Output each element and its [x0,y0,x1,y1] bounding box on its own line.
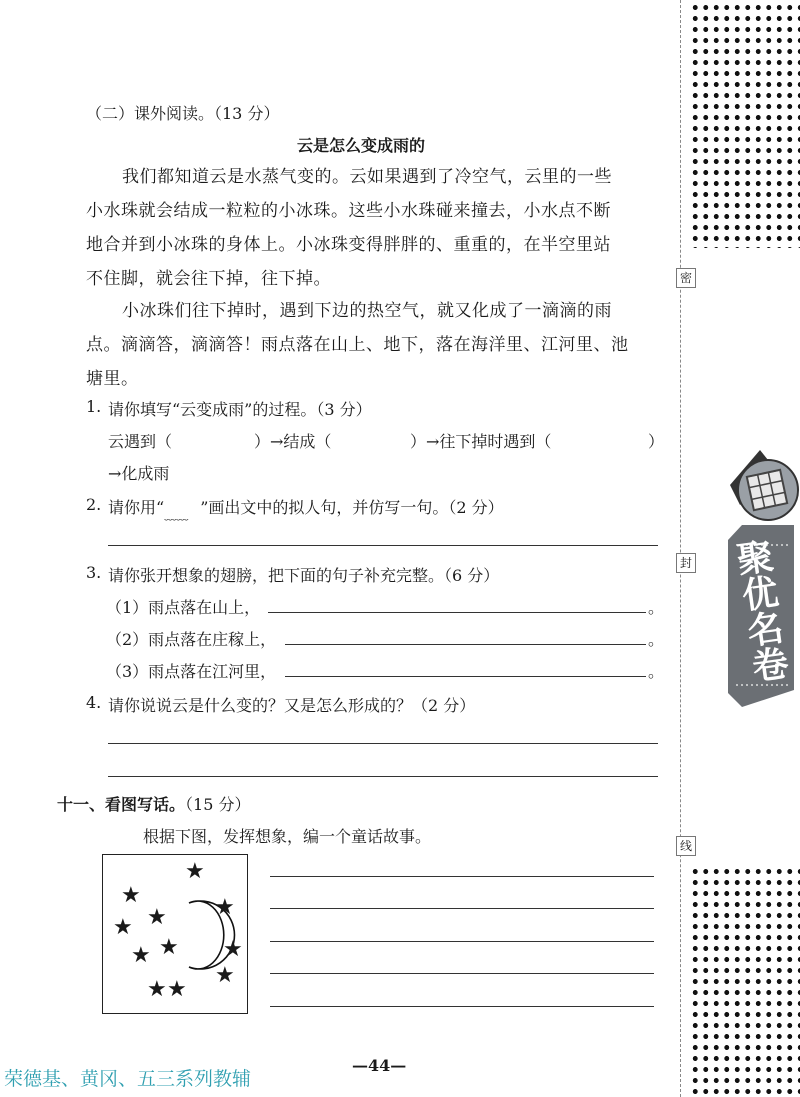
q1-blank-forms: ）→结成（ [254,432,332,451]
q4-number: 4. [86,693,102,712]
star-icon: ★ [215,963,235,988]
star-icon: ★ [147,905,167,930]
q2-text-post: ”画出文中的拟人句，并仿写一句。（2 分） [200,498,504,517]
page-number: —44— [352,1056,407,1075]
binding-dashed-line [680,0,681,1097]
writing-line-1[interactable] [270,876,654,877]
star-icon: ★ [147,977,167,1002]
star-icon: ★ [131,943,151,968]
section-heading: （二）课外阅读。（13 分） [86,104,280,123]
q3-item-3: （3）雨点落在江河里， [106,662,277,681]
footer-publisher: 荣德基、黄冈、五三系列教辅 [4,1068,252,1090]
q3-item-1: （1）雨点落在山上， [106,598,261,617]
q1-text: 请你填写“云变成雨”的过程。（3 分） [108,400,372,419]
section11-prompt: 根据下图，发挥想象，编一个童话故事。 [143,827,432,846]
writing-line-5[interactable] [270,1006,654,1007]
paragraph-line: 地合并到小冰珠的身体上。小冰珠变得胖胖的、重重的，在半空里站 [86,235,611,255]
q1-becomes-rain: →化成雨 [108,464,170,483]
q3-item-2-line[interactable] [285,644,646,645]
star-icon: ★ [215,895,235,920]
star-icon: ★ [223,937,243,962]
star-icon: ★ [167,977,187,1002]
paragraph-line: 我们都知道云是水蒸气变的。云如果遇到了冷空气，云里的一些 [122,167,612,187]
q1-number: 1. [86,397,102,416]
dot-pattern-top [690,2,800,248]
star-icon: ★ [185,859,205,884]
passage-paragraph-2 [86,294,658,396]
paragraph-line: 塘里。 [86,369,139,389]
brand-text: 聚优名卷 [734,536,792,689]
paragraph-line: 小冰珠们往下掉时，遇到下边的热空气，就又化成了一滴滴的雨 [122,301,612,321]
q3-item-2: （2）雨点落在庄稼上， [106,630,277,649]
seal-char-feng: 封 [676,553,696,573]
writing-line-2[interactable] [270,908,654,909]
dot-pattern-bottom [690,866,800,1097]
moon-stars-picture [102,854,248,1014]
q2-text [108,495,504,523]
q3-text: 请你张开想象的翅膀，把下面的句子补充完整。（6 分） [108,566,500,585]
q3-item-3-line[interactable] [285,676,646,677]
q3-number: 3. [86,563,102,582]
seal-char-xian: 线 [676,836,696,856]
q4-answer-line-2[interactable] [108,776,658,777]
brand-logo [720,445,800,715]
section11-score: （15 分） [185,795,251,814]
q3-item-1-line[interactable] [268,612,646,613]
section11-title: 十一、看图写话。 [57,795,186,814]
seal-char-mi: 密 [676,268,696,288]
q2-answer-line[interactable] [108,545,658,546]
writing-line-4[interactable] [270,973,654,974]
paragraph-line: 点。滴滴答，滴滴答！雨点落在山上、地下，落在海洋里、江河里、池 [86,335,629,355]
passage-title: 云是怎么变成雨的 [297,136,426,155]
q2-text-pre: 请你用“ [108,498,165,517]
q1-close-paren: ） [648,432,665,451]
q3-item-1-end: 。 [648,598,665,617]
star-icon: ★ [113,915,133,940]
q3-item-2-end: 。 [648,630,665,649]
q3-item-3-end: 。 [648,662,665,681]
paragraph-line: 小水珠就会结成一粒粒的小冰珠。这些小水珠碰来撞去，小水点不断 [86,201,611,221]
passage-paragraph-1 [86,160,658,296]
q1-blank-falls-meets: ）→往下掉时遇到（ [410,432,552,451]
q4-answer-line-1[interactable] [108,743,658,744]
q4-text: 请你说说云是什么变的？又是怎么形成的？（2 分） [108,696,476,715]
q1-blank-cloud-meets: 云遇到（ [108,432,173,451]
star-icon: ★ [121,883,141,908]
paragraph-line: 不住脚，就会往下掉，往下掉。 [86,269,331,289]
section11-heading [57,792,250,815]
q2-number: 2. [86,495,102,514]
wavy-line-icon: ﹏﹏ [164,508,189,522]
star-icon: ★ [159,935,179,960]
writing-line-3[interactable] [270,941,654,942]
